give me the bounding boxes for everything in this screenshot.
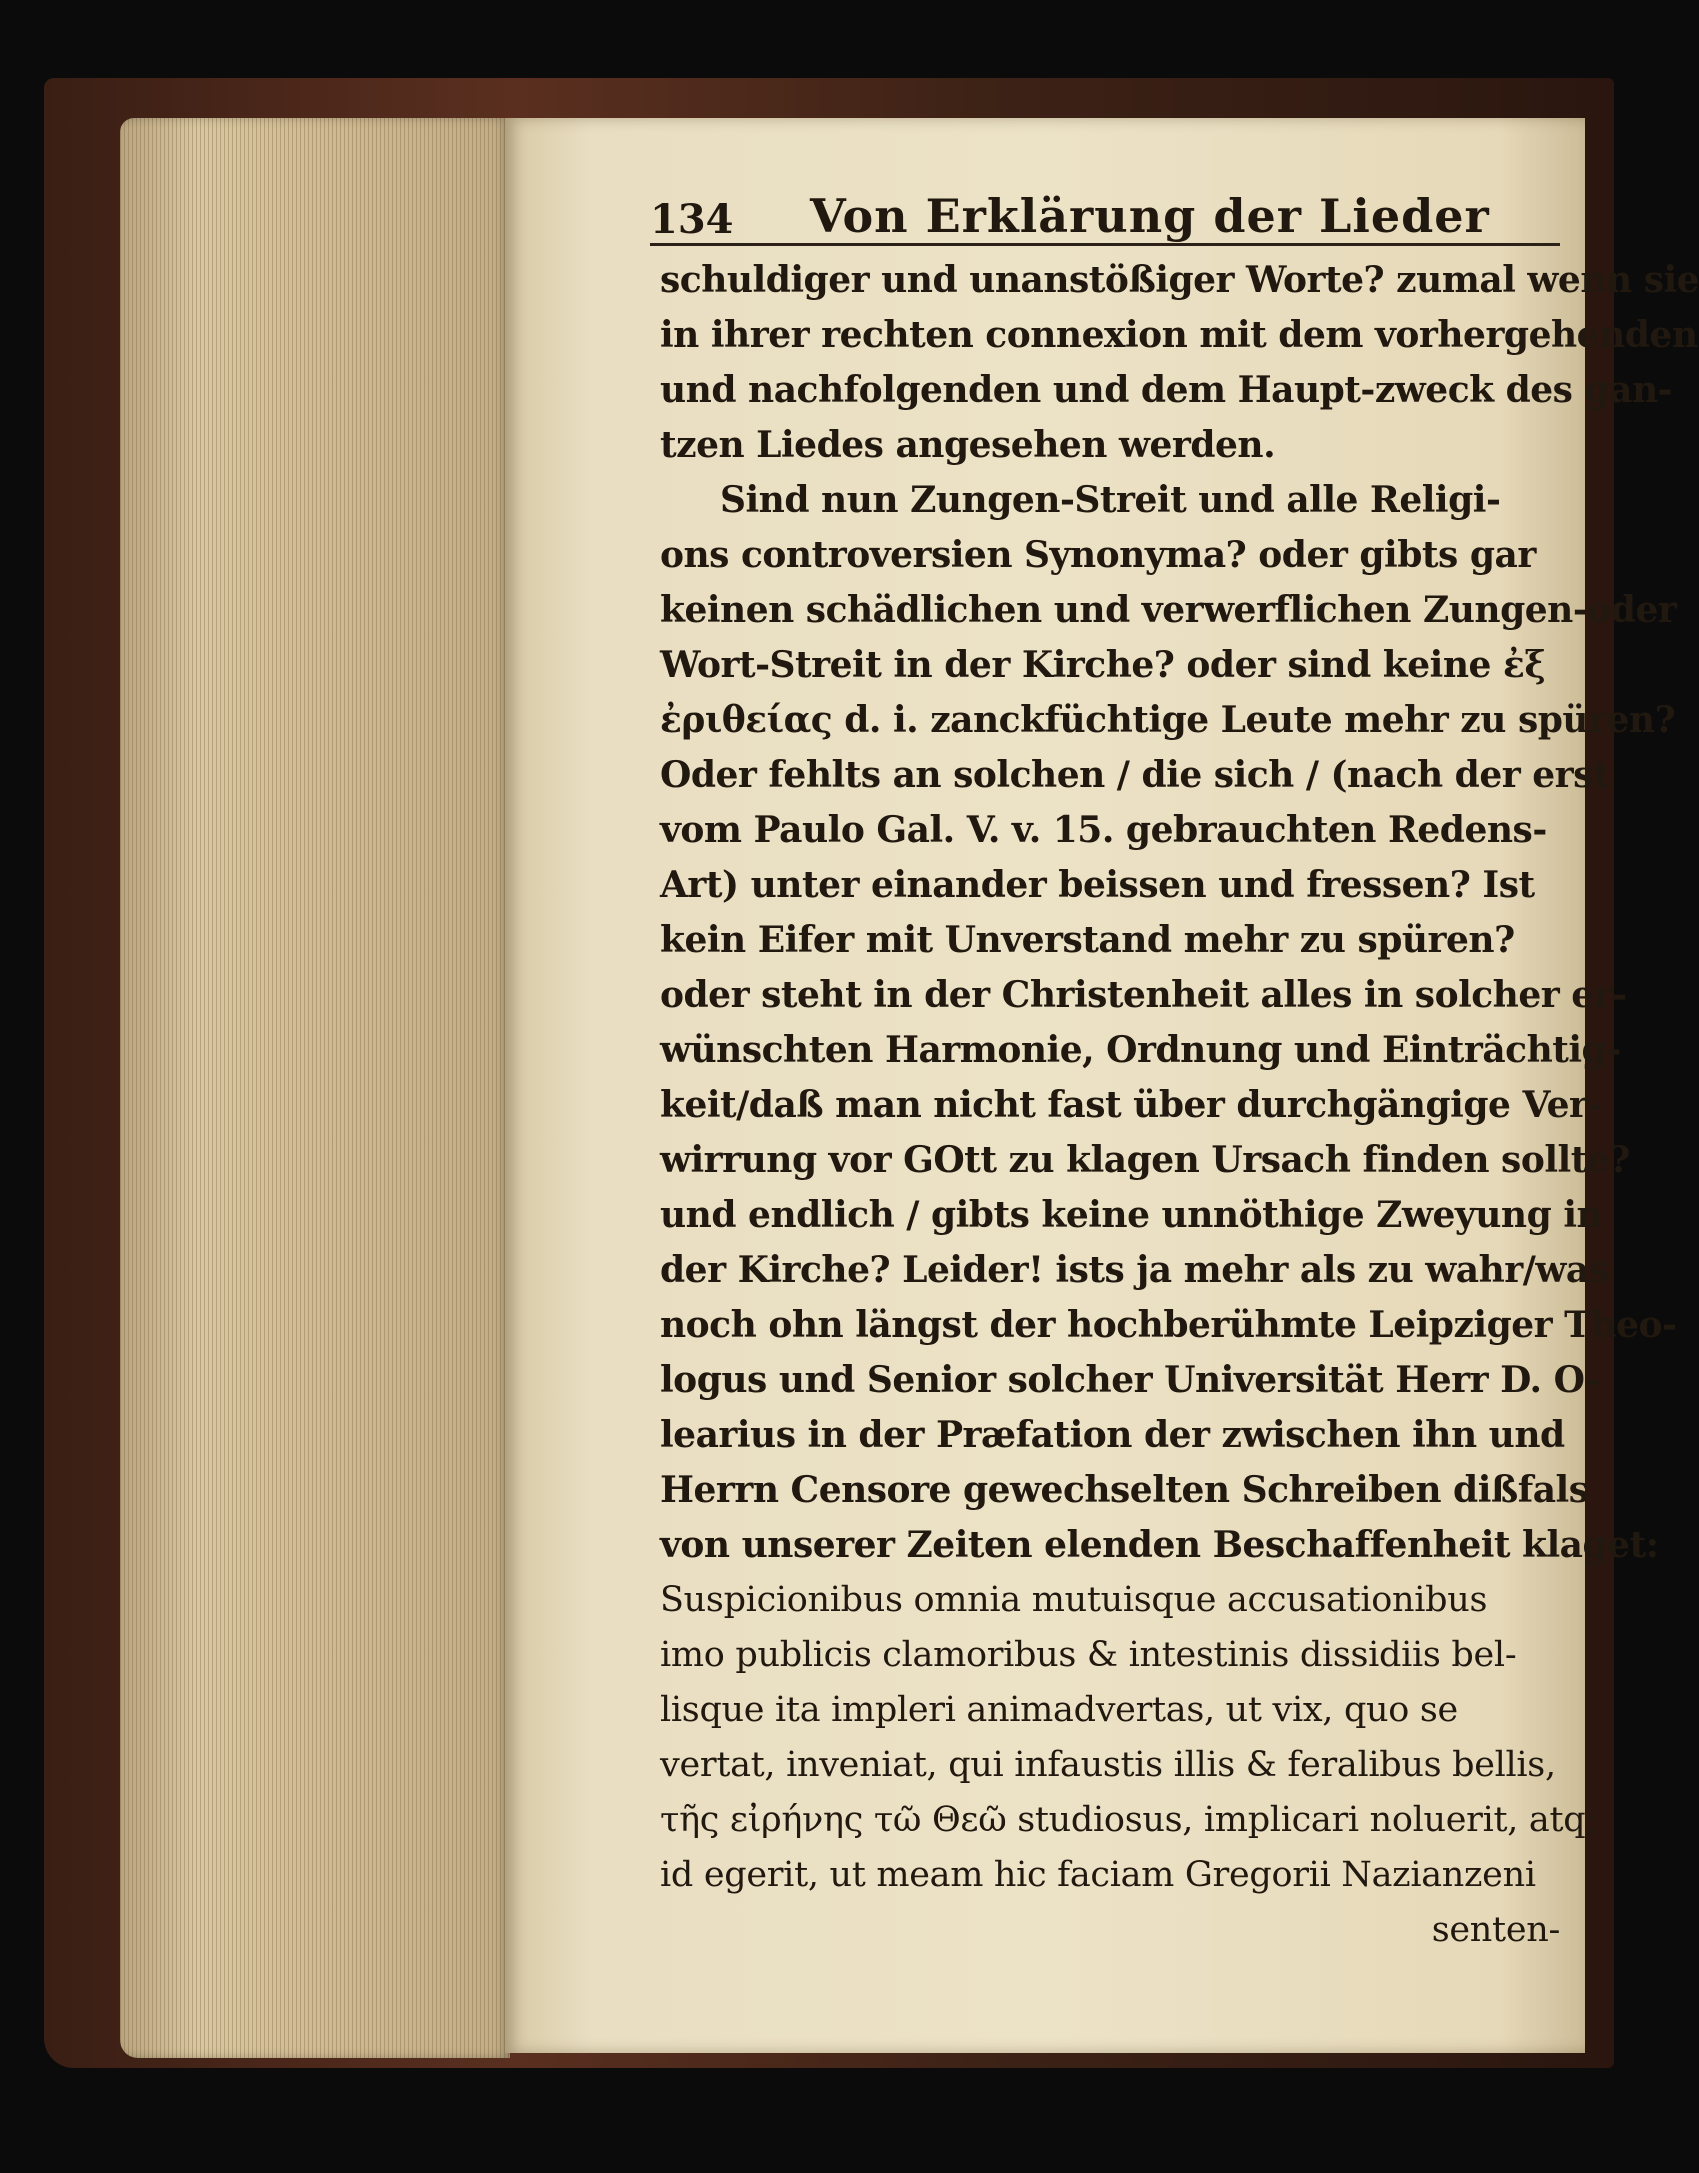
text-line: Suspicionibus omnia mutuisque accusationibus (660, 1580, 1488, 1620)
text-line: kein Eifer mit Unverstand mehr zu spüren? (660, 919, 1515, 961)
text-line: und endlich / gibts keine unnöthige Zweyung in (660, 1194, 1603, 1236)
body-text (660, 253, 1699, 1958)
text-line: ons controversien Synonyma? oder gibts gar (660, 534, 1536, 576)
text-line: lisque ita impleri animadvertas, ut vix, quo se (660, 1690, 1458, 1730)
running-title: Von Erklärung der Lieder (810, 189, 1490, 243)
text-line: Oder fehlts an solchen / die sich / (nach der erst (660, 754, 1610, 796)
text-line: logus und Senior solcher Universität Herr D. O- (660, 1359, 1601, 1401)
text-line: imo publicis clamoribus & intestinis dissidiis bel- (660, 1635, 1517, 1675)
text-line: ἐριθείας d. i. zanckfüchtige Leute mehr zu spüren? (660, 699, 1676, 741)
page-edges (120, 118, 510, 2058)
text-line: der Kirche? Leider! ists ja mehr als zu wahr/was (660, 1249, 1609, 1291)
text-line: τῆς εἰρήνης τῶ Θεῶ studiosus, implicari noluerit, atq; (660, 1800, 1597, 1840)
text-line: Herrn Censore gewechselten Schreiben dißfals (660, 1469, 1589, 1511)
text-line: schuldiger und unanstößiger Worte? zumal wenn sie (660, 259, 1699, 301)
text-line: vertat, inveniat, qui infaustis illis & feralibus bellis, (660, 1745, 1556, 1785)
text-line: tzen Liedes angesehen werden. (660, 424, 1276, 466)
text-line: wirrung vor GOtt zu klagen Ursach finden sollte? (660, 1139, 1630, 1181)
text-line: keinen schädlichen und verwerflichen Zungen-oder (660, 589, 1677, 631)
text-line: Sind nun Zungen-Streit und alle Religi- (720, 479, 1501, 521)
text-line: id egerit, ut meam hic faciam Gregorii Nazianzeni (660, 1855, 1536, 1895)
text-line: wünschten Harmonie, Ordnung und Einträchtig- (660, 1029, 1621, 1071)
text-line: von unserer Zeiten elenden Beschaffenheit klaget: (660, 1524, 1659, 1566)
text-line: keit/daß man nicht fast über durchgängige Ver- (660, 1084, 1602, 1126)
text-line: Wort-Streit in der Kirche? oder sind keine ἐξ (660, 644, 1546, 686)
page-header (650, 175, 1560, 246)
text-line: und nachfolgenden und dem Haupt-zweck des gan- (660, 369, 1673, 411)
text-line: in ihrer rechten connexion mit dem vorhergehenden (660, 314, 1698, 356)
page-number: 134 (650, 196, 734, 243)
text-line: learius in der Præfation der zwischen ihn und (660, 1414, 1565, 1456)
catchword: senten- (1431, 1910, 1560, 1950)
text-line: Art) unter einander beissen und fressen? Ist (660, 864, 1535, 906)
text-line: vom Paulo Gal. V. v. 15. gebrauchten Redens- (660, 809, 1547, 851)
text-line: noch ohn längst der hochberühmte Leipziger Theo- (660, 1304, 1677, 1346)
text-line: oder steht in der Christenheit alles in solcher er- (660, 974, 1627, 1016)
